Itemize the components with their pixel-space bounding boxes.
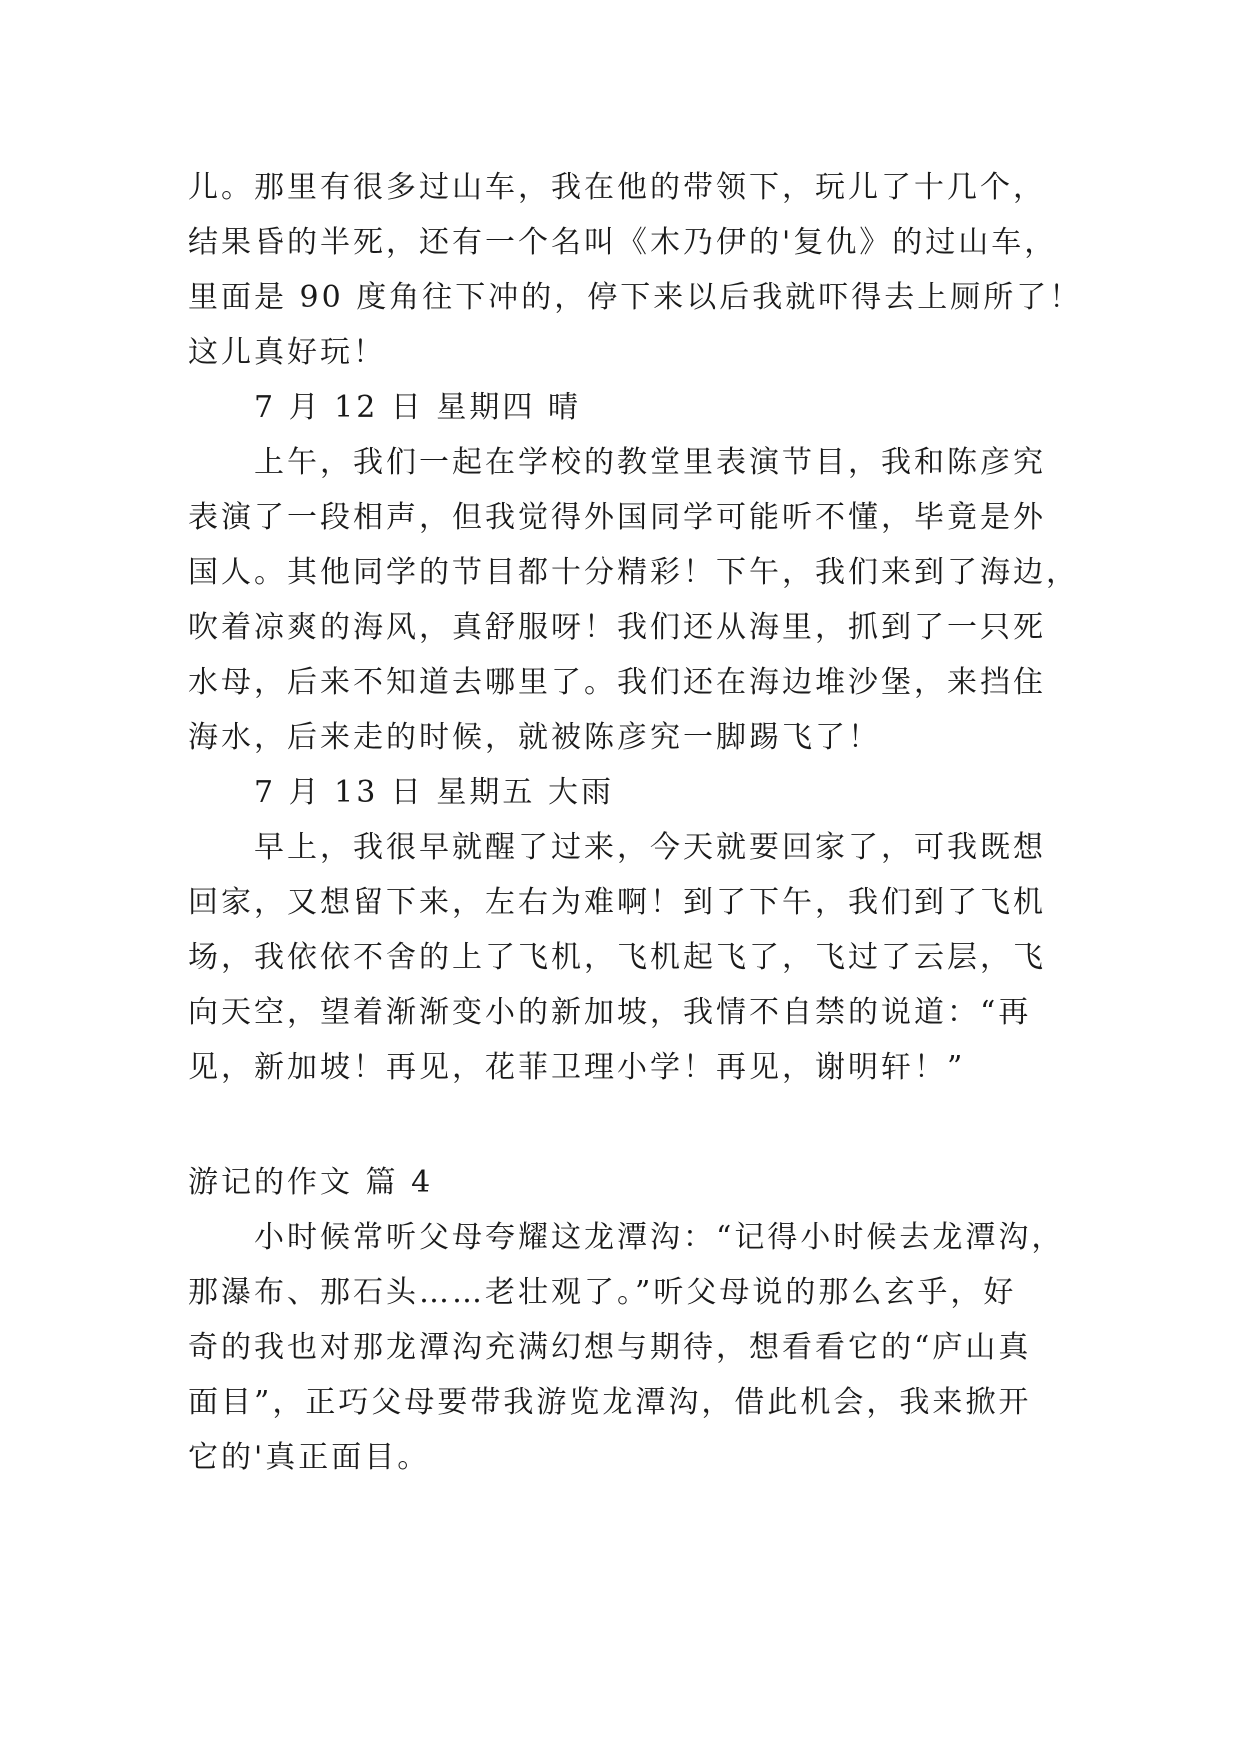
paragraph-line: 里面是 90 度角往下冲的，停下来以后我就吓得去上厕所了！ (188, 280, 1083, 315)
paragraph-line: 奇的我也对那龙潭沟充满幻想与期待，想看看它的“庐山真 (188, 1330, 1032, 1365)
paragraph-line: 表演了一段相声，但我觉得外国同学可能听不懂，毕竟是外 (188, 500, 1046, 535)
entry-date-heading: 7 月 13 日 星期五 大雨 (254, 775, 614, 810)
paragraph-line: 早上，我很早就醒了过来，今天就要回家了，可我既想 (254, 830, 1046, 865)
paragraph-line: 水母，后来不知道去哪里了。我们还在海边堆沙堡，来挡住 (188, 665, 1046, 700)
paragraph-line: 回家，又想留下来，左右为难啊！到了下午，我们到了飞机 (188, 885, 1046, 920)
paragraph-line: 向天空，望着渐渐变小的新加坡，我情不自禁的说道：“再 (188, 995, 1032, 1030)
paragraph-line: 场，我依依不舍的上了飞机，飞机起飞了，飞过了云层，飞 (188, 940, 1046, 975)
paragraph-line: 结果昏的半死，还有一个名叫《木乃伊的'复仇》的过山车， (188, 225, 1058, 260)
paragraph-line: 这儿真好玩！ (188, 335, 386, 370)
paragraph-line: 那瀑布、那石头……老壮观了。”听父母说的那么玄乎，好 (188, 1275, 1017, 1310)
diary-entry-july-13 (188, 765, 1068, 1095)
paragraph-line: 小时候常听父母夸耀这龙潭沟：“记得小时候去龙潭沟， (254, 1220, 1065, 1255)
continuation-paragraph (188, 160, 1083, 380)
paragraph-line: 国人。其他同学的节目都十分精彩！下午，我们来到了海边， (188, 555, 1079, 590)
diary-entry-july-12 (188, 380, 1079, 765)
section-title: 游记的作文 篇 4 (188, 1165, 434, 1200)
essay-section-4 (188, 1155, 1068, 1485)
paragraph-line: 见，新加坡！再见，花菲卫理小学！再见，谢明轩！” (188, 1050, 966, 1085)
paragraph-line: 上午，我们一起在学校的教堂里表演节目，我和陈彦究 (254, 445, 1046, 480)
paragraph-line: 儿。那里有很多过山车，我在他的带领下，玩儿了十几个， (188, 170, 1046, 205)
paragraph-line: 面目”，正巧父母要带我游览龙潭沟，借此机会，我来掀开 (188, 1385, 1032, 1420)
paragraph-line: 吹着凉爽的海风，真舒服呀！我们还从海里，抓到了一只死 (188, 610, 1046, 645)
entry-date-heading: 7 月 12 日 星期四 晴 (254, 390, 581, 425)
paragraph-line: 海水，后来走的时候，就被陈彦究一脚踢飞了！ (188, 720, 881, 755)
document-body (188, 160, 1083, 1485)
paragraph-line: 它的'真正面目。 (188, 1440, 431, 1475)
